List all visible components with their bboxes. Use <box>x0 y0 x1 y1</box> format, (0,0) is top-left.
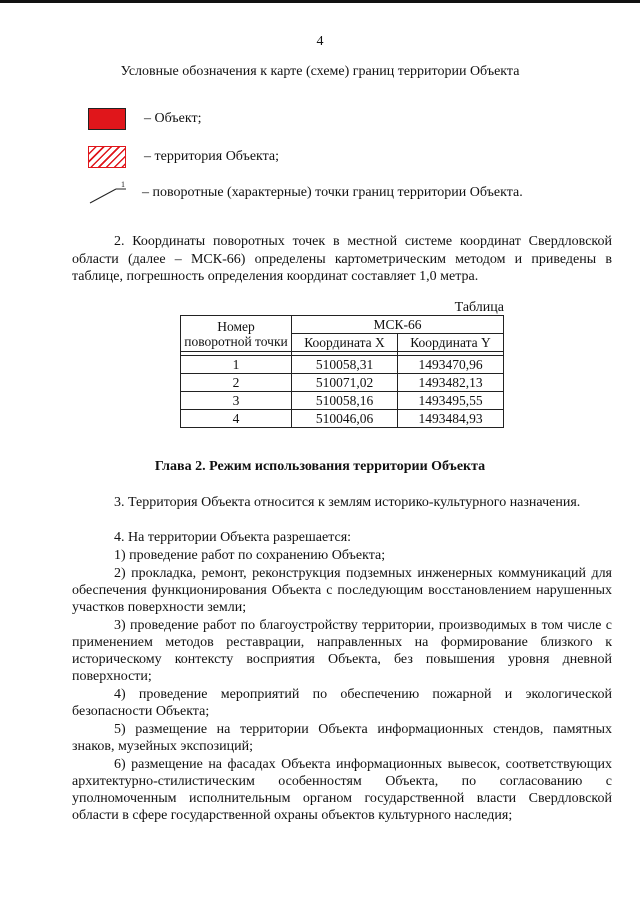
legend-label-points: – поворотные (характерные) точки границ территории Объекта. <box>142 185 523 200</box>
page-number: 4 <box>316 34 324 49</box>
legend-item-object <box>88 108 201 130</box>
coord-y: 1493470,96 <box>398 356 504 374</box>
item-4-4: 4) проведение мероприятий по обеспечению пожарной и экологической безопасности Объекта; <box>72 687 612 719</box>
table-row <box>181 356 504 374</box>
item-4-1: 1) проведение работ по сохранению Объекта; <box>114 548 386 563</box>
point-number: 1 <box>181 356 292 374</box>
legend-label-object: – Объект; <box>144 111 202 126</box>
legend-item-points <box>88 181 523 205</box>
table-row <box>181 392 504 410</box>
territory-hatch-icon <box>88 146 126 168</box>
header-x: Координата X <box>292 334 398 352</box>
legend-title: Условные обозначения к карте (схеме) границ территории Объекта <box>120 64 520 79</box>
coord-x: 510071,02 <box>292 374 398 392</box>
object-swatch-icon <box>88 108 126 130</box>
header-coordinate-system: МСК-66 <box>292 316 504 334</box>
section-2-paragraph: 2. Координаты поворотных точек в местной системе координат Свердловской области (далее – МСК-66) определены картометрическим методом и приведены в таблице, погрешность определения координат составляет 1,0 метра. <box>72 234 612 284</box>
turning-point-icon <box>88 181 128 205</box>
item-4: 4. На территории Объекта разрешается: <box>114 530 352 545</box>
table-row <box>181 410 504 428</box>
turning-point-number: 1 <box>121 181 125 189</box>
coordinates-table <box>180 315 504 428</box>
header-point-number: Номер поворотной точки <box>181 316 292 352</box>
item-3: 3. Территория Объекта относится к землям историко-культурного назначения. <box>114 495 581 510</box>
legend-item-territory <box>88 146 279 168</box>
item-4-3: 3) проведение работ по благоустройству территории, производимых в том числе с применением методов реставрации, направленных на формирование близкого к историческому контексту восприятия Объекта, без повышения уровня дневной поверхности; <box>72 618 612 684</box>
coord-y: 1493484,93 <box>398 410 504 428</box>
table-row <box>181 374 504 392</box>
point-number: 3 <box>181 392 292 410</box>
point-number: 4 <box>181 410 292 428</box>
table-caption: Таблица <box>454 300 504 315</box>
coord-x: 510058,16 <box>292 392 398 410</box>
point-number: 2 <box>181 374 292 392</box>
item-4-5: 5) размещение на территории Объекта информационных стендов, памятных знаков, музейных экспозиций; <box>72 722 612 754</box>
coord-y: 1493482,13 <box>398 374 504 392</box>
coord-x: 510046,06 <box>292 410 398 428</box>
coord-y: 1493495,55 <box>398 392 504 410</box>
coord-x: 510058,31 <box>292 356 398 374</box>
item-4-6: 6) размещение на фасадах Объекта информационных вывесок, соответствующих архитектурно-стилистическим особенностям Объекта, по согласованию с уполномоченным исполнительным органом государственной власти Свердловской области в сфере государственной охраны объектов культурного наследия; <box>72 757 612 823</box>
scan-edge <box>0 0 640 3</box>
header-y: Координата Y <box>398 334 504 352</box>
legend-label-territory: – территория Объекта; <box>144 149 280 164</box>
item-4-2: 2) прокладка, ремонт, реконструкция подземных инженерных коммуникаций для обеспечения функционирования Объекта с последующим восстановлением нарушенных участков поверхности земли; <box>72 566 612 615</box>
chapter-heading: Глава 2. Режим использования территории Объекта <box>154 459 486 474</box>
